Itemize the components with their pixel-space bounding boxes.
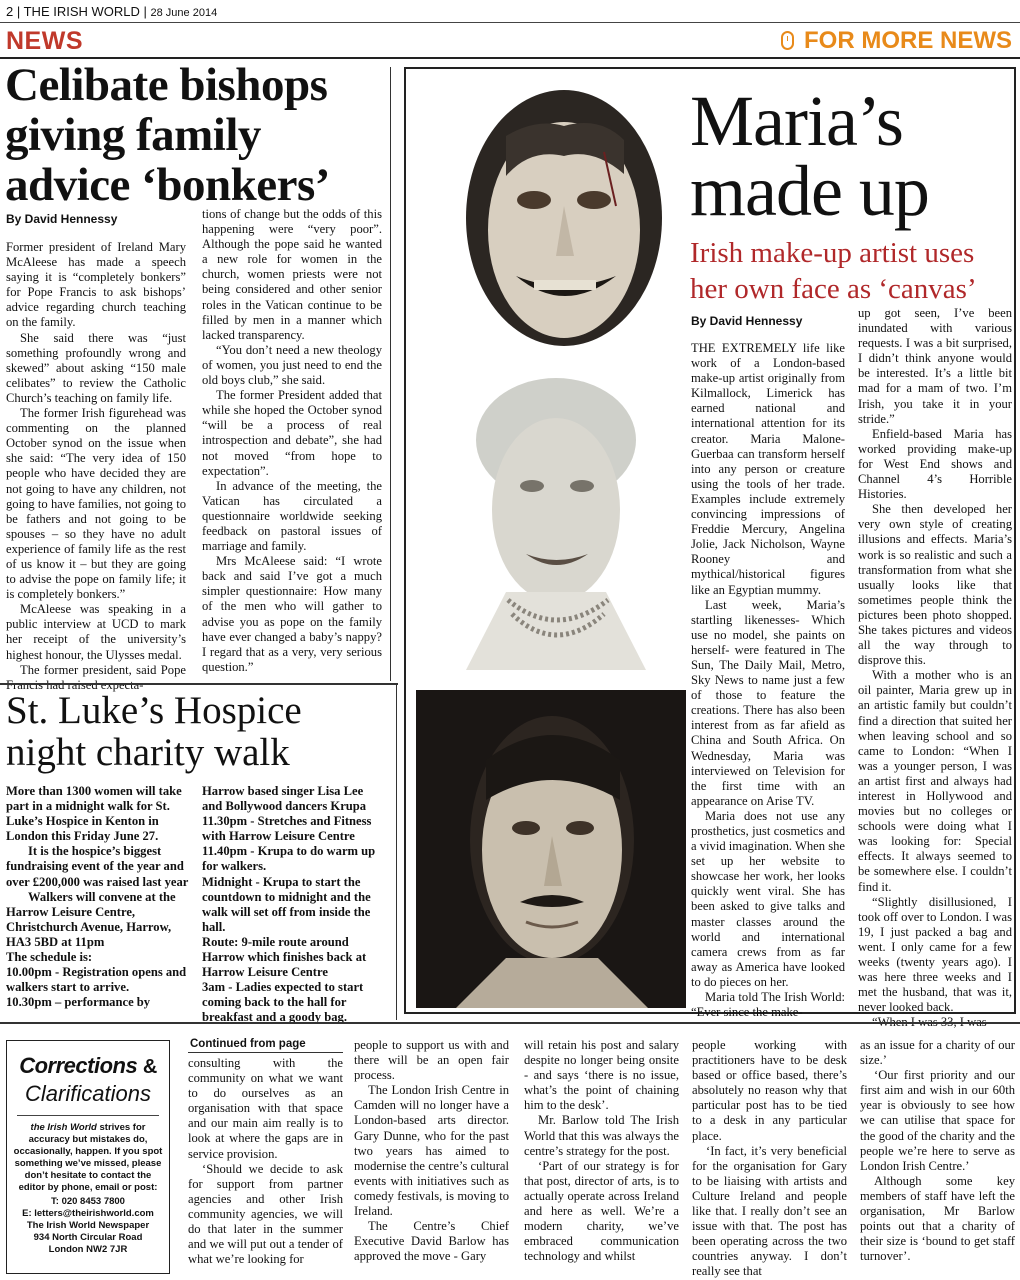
corrections-address-line: The Irish World Newspaper <box>26 1220 150 1231</box>
corrections-box <box>6 1040 170 1274</box>
stlukes-headline: St. Luke’s Hospice night charity walk <box>6 689 302 774</box>
paragraph: ‘Our first priority and our first aim and wish in our 60th year is obviously to see how we can utilise that space for the good of the charity and the people we’re here to serve as London Irish Centre.’ <box>860 1068 1015 1173</box>
stlukes-column-1 <box>6 784 189 1010</box>
bishops-headline: Celibate bishops giving family advice ‘bonkers’ <box>5 59 330 211</box>
photo-freddie-face <box>416 690 686 1008</box>
corrections-address-line: 934 North Circular Road <box>33 1232 143 1243</box>
paragraph: 11.30pm - Stretches and Fitness with Harrow Leisure Centre <box>202 814 372 844</box>
paragraph: “Slightly disillusioned, I took off over to London. I was 19, I just packed a bag and went. I only came for a few weeks (twenty years ago). I was here three weeks and I met the husband, that was it, never looked back. <box>858 894 1013 1015</box>
corrections-divider <box>17 1115 159 1116</box>
bottom-band-rule <box>0 1022 1020 1024</box>
maria-headline: Maria’s made up <box>690 81 929 231</box>
corrections-email[interactable]: E: letters@theirishworld.com <box>22 1208 154 1219</box>
paragraph: The former president, said Pope Francis had raised expecta- <box>6 662 186 692</box>
paragraph: The former Irish figurehead was commenting on the planned October synod on the issue when she said: “The very idea of 150 people who have decided they are not going to have any children, not going to have families, not going to be fathers and not going to be spouses – so they have no adult experience of family life as the rest of us know it – but they are going to advise the pope on family life; it is completely bonkers.” <box>6 406 186 602</box>
maria-subheadline: Irish make-up artist uses her own face as ‘canvas’ <box>690 237 977 305</box>
continued-column-1 <box>188 1056 343 1276</box>
paragraph: tions of change but the odds of this happening were “very poor”. Although the pope said he wanted a new role for women in the church, women priests were not being considered and other senior roles in the Vatican continue to be filled by men in a manner which lacked transparency. <box>202 207 382 342</box>
paragraph: Although some key members of staff have left the organisation, Mr Barlow points out that a charity of their size is ‘bound to get staff turnover’. <box>860 1173 1015 1264</box>
paragraph: will retain his post and salary despite no longer being onsite - and says ‘there is no issue, what’s the point of chaining him to the desk’. <box>524 1038 679 1113</box>
section-label: NEWS <box>6 27 83 55</box>
paragraph: Mrs McAleese said: “I wrote back and said I’ve got a much simpler questionnaire: How many of the men who will gather to advise you as pope on the family have ever changed a baby’s nappy? I regard that as a very, very serious question.” <box>202 554 382 674</box>
paragraph: Maria does not use any prosthetics, just cosmetics and a vivid imagination. When she set up her website to showcase her work, her looks quickly went viral. She has been asked to give talks and master classes around the world and international camera crews from as far away as America have looked to do pieces on her. <box>691 808 846 989</box>
paragraph: Former president of Ireland Mary McAleese has made a speech saying it is “completely bonkers” for Pope Francis to ask bishops’ advice regarding church teaching on the family. <box>6 240 186 330</box>
paragraph: Walkers will convene at the Harrow Leisure Centre, Christchurch Avenue, Harrow, HA3 5BD at 11pm <box>6 889 176 949</box>
paragraph: Maria told The Irish World: “Ever since the make- <box>691 990 845 1020</box>
paragraph: The schedule is: <box>6 950 93 965</box>
paragraph: 10.30pm – performance by <box>6 995 151 1010</box>
paragraph: ‘In fact, it’s very beneficial for the organisation for Gary to be liaising with artists and Culture Ireland and people like that. I really don’t see an issue with that. The post has been operating across the two countries anyway. I don’t really see that <box>692 1143 847 1279</box>
corrections-body <box>7 1122 169 1256</box>
paragraph: “When I was 33, I was <box>872 1015 987 1030</box>
paragraph: consulting with the community on what we want to do ourselves as an organisation with that space and our main aim really is to look at where the gaps are in service provision. <box>188 1056 343 1161</box>
folio: 2 | THE IRISH WORLD | 28 June 2014 <box>6 4 218 19</box>
paragraph: “You don’t need a new theology of women, you just need to end the old boys club,” she said. <box>202 342 382 388</box>
corrections-brand: the Irish World <box>30 1122 97 1133</box>
column-divider <box>396 683 397 1020</box>
stlukes-column-2 <box>202 784 385 1026</box>
paragraph: ‘Part of our strategy is for that post, director of arts, is to actually operate across Ireland and here as well. We’re a modern charity, we’ve embraced communication technology and whilst <box>524 1158 679 1264</box>
mouse-icon <box>781 31 794 50</box>
story-divider <box>0 683 398 685</box>
corrections-phone: T: 020 8453 7800 <box>51 1196 125 1207</box>
corrections-text: strives for accuracy but mistakes do, occasionally, happen. If you spot something we’ve missed, please don’t hesitate to contact the editor by phone, email or post: <box>13 1122 163 1193</box>
paragraph: people working with practitioners have to be desk based or office based, there’s absolutely no reason why that particular post has to be tied to a desk in any particular place. <box>692 1038 847 1143</box>
photo-queen-face <box>446 370 664 670</box>
paragraph: people to support us with and there will be an open fair process. <box>354 1038 509 1083</box>
paragraph: up got seen, I’ve been inundated with various requests. I was a bit surprised, I didn’t think anyone would be interested. It’s a little bit mad for a mam of two. I’m Irish, you take it in your stride.” <box>858 306 1012 426</box>
continued-label: Continued from page <box>190 1038 306 1050</box>
maria-column-2 <box>858 306 1012 1031</box>
paragraph: The former President added that while she hoped the October synod “will be a process of real introspection and debate”, she had not moved “from hope to expectation”. <box>202 388 382 478</box>
paragraph: Last week, Maria’s startling likenesses- Which use no model, she paints on herself- were featured in The Sun, The Daily Mail, Metro, Sky News to name just a few of those to feature the creations. There has also been interest from as far afield as China and South Africa. On Wednesday, Maria was interviewed on Television for the first time with an appearance on Arise TV. <box>691 597 845 808</box>
paragraph: 3am - Ladies expected to start coming back to the hall for breakfast and a goody bag. <box>202 980 364 1025</box>
paragraph: THE EXTREMELY life like work of a London-based make-up artist originally from Kilmallock, Limerick has earned national and international attention for its creator. Maria Malone-Guerbaa can transform herself into any person or creature using the tools of her trade. Examples include extremely convincing impressions of Freddie Mercury, Angelina Jolie, Jack Nicholson, Wayne Rooney and mythical/historical figures like an Egyptian mummy. <box>691 341 845 597</box>
continued-column-3 <box>524 1038 679 1264</box>
top-rule <box>0 22 1020 23</box>
photo-joker-face <box>418 78 680 348</box>
paragraph: More than 1300 women will take part in a midnight walk for St. Luke’s Hospice in Kenton in London this Friday June 27. <box>6 784 182 844</box>
paragraph: 10.00pm - Registration opens and walkers start to arrive. <box>6 965 187 995</box>
paragraph: The London Irish Centre in Camden will no longer have a London-based arts director. Gary Dunne, who for the past two years has aimed to modernise the centre’s cultural events with initiatives such as comedy festivals, is moving to Ireland. <box>354 1083 509 1219</box>
corrections-amp: & <box>142 1056 157 1078</box>
corrections-address-line: London NW2 7JR <box>48 1244 128 1255</box>
continued-column-5 <box>860 1038 1015 1264</box>
issue-date: 28 June 2014 <box>150 7 218 19</box>
paragraph: Route: 9-mile route around Harrow which finishes back at Harrow Leisure Centre <box>202 934 367 980</box>
maria-column-1 <box>691 341 845 1020</box>
paragraph: McAleese was speaking in a public interview at UCD to mark her receipt of the university’s highest honour, the Ulysses medal. <box>6 602 186 662</box>
maria-byline: By David Hennessy <box>691 314 803 328</box>
bishops-byline: By David Hennessy <box>6 212 118 226</box>
corrections-title: Corrections & <box>19 1053 157 1078</box>
more-news-link[interactable] <box>781 27 1012 55</box>
more-news-label: FOR MORE NEWS <box>804 27 1012 54</box>
paragraph: Enfield-based Maria has worked providing make-up for West End shows and Channel 4’s Horrible Histories. <box>858 426 1012 502</box>
publication-name: THE IRISH WORLD <box>23 4 140 19</box>
paragraph: In advance of the meeting, the Vatican has circulated a questionnaire worldwide seeking feedback on pastoral issues of marriage and family. <box>202 478 382 554</box>
paragraph: It is the hospice’s biggest fundraising event of the year and over £200,000 was raised last year <box>6 844 189 889</box>
paragraph: as an issue for a charity of our size.’ <box>860 1038 1015 1068</box>
paragraph: She said there was “just something profoundly wrong and skewed” about asking “150 male celibates” to review the Catholic Church’s teaching on family life. <box>6 330 186 405</box>
continued-column-2 <box>354 1038 509 1264</box>
paragraph: She then developed her very own style of creating illusions and effects. Maria’s work is so realistic and such a transformation from what she usually looks like that sometimes people think the pictures been photo shopped. She takes pictures and videos all the way through to disprove this. <box>858 502 1012 668</box>
paragraph: With a mother who is an oil painter, Maria grew up in an artistic family but couldn’t find a direction that suited her when leaving school and so came to London: “When I was a younger person, I was an artist first and always had interest in Hollywood and movies but no colleges or schools were doing what I was looking for: Special effects. It always seemed to be somewhere else. I couldn’t find it. <box>858 668 1012 894</box>
bishops-column-1 <box>6 240 186 693</box>
paragraph: Harrow based singer Lisa Lee and Bollywood dancers Krupa <box>202 784 367 814</box>
paragraph: ‘Should we decide to ask for support from partner agencies and other Irish community agencies, we will do that later in the summer and we will put out a tender of what we’re looking for <box>188 1161 343 1267</box>
paragraph: The Centre’s Chief Executive David Barlow has approved the move - Gary <box>354 1219 509 1264</box>
paragraph: Midnight - Krupa to start the countdown to midnight and the walk will set off from inside the hall. <box>202 874 371 934</box>
paragraph: Mr. Barlow told The Irish World that this was always the centre’s strategy for the post. <box>524 1113 679 1158</box>
corrections-subtitle: Clarifications <box>25 1081 151 1106</box>
bishops-column-2 <box>202 207 382 675</box>
column-divider <box>390 67 391 681</box>
continued-column-4 <box>692 1038 847 1280</box>
paragraph: 11.40pm - Krupa to do warm up for walkers. <box>202 844 376 874</box>
page-number: 2 <box>6 4 14 19</box>
continued-rule <box>188 1052 343 1053</box>
